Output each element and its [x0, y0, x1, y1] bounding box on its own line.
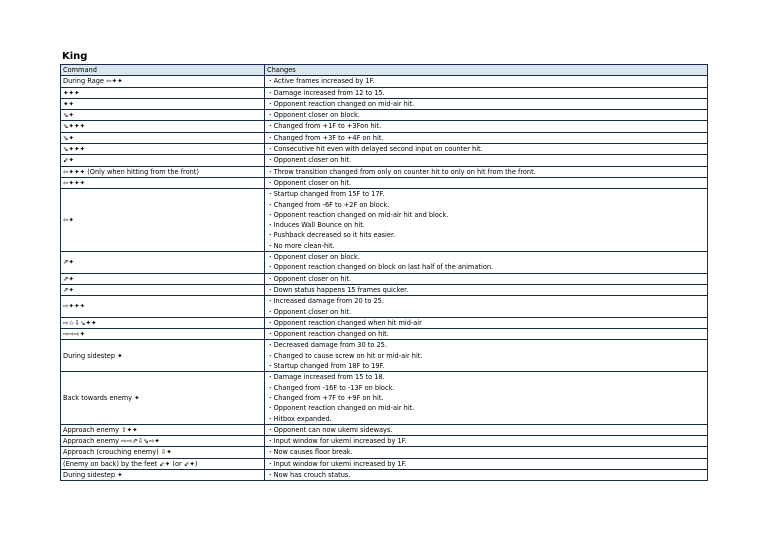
- change-line: ・Changed from -16F to -13F on block.: [267, 383, 395, 392]
- table-row: [61, 110, 708, 121]
- change-line: ・Active frames increased by 1F.: [267, 77, 375, 86]
- table-row: [61, 469, 708, 480]
- change-line: ・Opponent reaction changed on hit.: [267, 330, 389, 339]
- table-body: [61, 76, 708, 481]
- change-line: ・Opponent reaction changed on mid-air hit.: [267, 404, 415, 413]
- change-line: ・Changed to cause screw on hit or mid-air hit.: [267, 351, 423, 360]
- table-row: [61, 372, 708, 424]
- change-line: ・Changed from -6F to +2F on block.: [267, 200, 390, 209]
- change-line: ・Opponent reaction changed on mid-air hit and block.: [267, 210, 449, 219]
- table-row: [61, 132, 708, 143]
- command-cell: [61, 144, 265, 155]
- table-row: [61, 284, 708, 295]
- table-row: [61, 87, 708, 98]
- change-line: ・No more clean-hit.: [267, 241, 335, 250]
- command-cell: [61, 317, 265, 328]
- changes-cell: [265, 424, 708, 435]
- command-text: Approach enemy ⇨⇨⇗⇩⇘⇨✦: [63, 437, 160, 446]
- changes-cell: [265, 340, 708, 372]
- change-line: ・Throw transition changed from only on counter hit to only on hit from the front.: [267, 167, 536, 176]
- change-line: ・Increased damage from 20 to 25.: [267, 297, 384, 306]
- command-cell: [61, 372, 265, 424]
- command-text: ⇘✦✦✦: [63, 122, 86, 131]
- change-line: ・Opponent reaction changed when hit mid-air: [267, 318, 422, 327]
- command-cell: [61, 155, 265, 166]
- changes-table: [60, 64, 708, 481]
- changes-cell: [265, 144, 708, 155]
- command-text: ⇦✦: [63, 216, 75, 224]
- command-cell: [61, 98, 265, 109]
- change-line: ・Decreased damage from 30 to 25.: [267, 341, 387, 350]
- command-cell: [61, 340, 265, 372]
- changes-cell: [265, 436, 708, 447]
- command-text: Approach (crouching enemy) ⇩✦: [63, 448, 172, 457]
- changes-cell: [265, 329, 708, 340]
- command-text: ⇨⇨⇨✦: [63, 330, 86, 339]
- command-cell: [61, 110, 265, 121]
- change-line: ・Opponent closer on hit.: [267, 156, 352, 165]
- command-text: ⇘✦✦✦: [63, 145, 86, 154]
- table-row: [61, 98, 708, 109]
- change-line: ・Startup changed from 15F to 17F.: [267, 190, 385, 199]
- changes-cell: [265, 372, 708, 424]
- changes-cell: [265, 110, 708, 121]
- changes-cell: [265, 121, 708, 132]
- command-text: ⇦✦✦✦: [63, 178, 86, 187]
- change-line: ・Opponent closer on block.: [267, 111, 360, 120]
- change-line: ・Startup changed from 18F to 19F.: [267, 362, 385, 371]
- changes-cell: [265, 296, 708, 318]
- table-row: [61, 447, 708, 458]
- command-text: ⇗✦: [63, 285, 75, 294]
- command-text: ✦✦: [63, 99, 75, 108]
- change-line: ・Now causes floor break.: [267, 448, 353, 457]
- change-line: ・Opponent reaction changed on mid-air hit.: [267, 99, 415, 108]
- table-row: [61, 144, 708, 155]
- command-cell: [61, 76, 265, 87]
- table-row: [61, 296, 708, 318]
- command-cell: [61, 296, 265, 318]
- command-text: ✦✦✦: [63, 88, 80, 97]
- table-row: [61, 121, 708, 132]
- command-text: (Enemy on back) by the feet ⇙✦ (or ⇙✦): [63, 459, 198, 468]
- changes-cell: [265, 273, 708, 284]
- changes-cell: [265, 458, 708, 469]
- change-line: ・Changed from +1F to +3Fon hit.: [267, 122, 382, 131]
- table-row: [61, 317, 708, 328]
- changes-cell: [265, 98, 708, 109]
- changes-cell: [265, 177, 708, 188]
- table-row: [61, 76, 708, 87]
- table-row: [61, 166, 708, 177]
- command-cell: [61, 424, 265, 435]
- table-row: [61, 329, 708, 340]
- change-line: ・Opponent can now ukemi sideways.: [267, 425, 393, 434]
- change-line: ・Input window for ukemi increased by 1F.: [267, 459, 407, 468]
- changes-cell: [265, 469, 708, 480]
- command-cell: [61, 189, 265, 252]
- change-line: ・Changed from +3F to +4F on hit.: [267, 133, 384, 142]
- changes-cell: [265, 166, 708, 177]
- page-title: King: [62, 51, 88, 62]
- change-line: ・Changed from +7F to +9F on hit.: [267, 393, 384, 402]
- command-cell: [61, 329, 265, 340]
- change-line: ・Pushback decreased so it hits easier.: [267, 231, 396, 240]
- change-line: ・Hitbox expanded.: [267, 414, 332, 423]
- table-row: [61, 340, 708, 372]
- change-line: ・Down status happens 15 frames quicker.: [267, 285, 409, 294]
- changes-cell: [265, 155, 708, 166]
- table-row: [61, 273, 708, 284]
- change-line: ・Opponent reaction changed on block on last half of the animation.: [267, 263, 494, 272]
- command-text: ⇦✦✦✦ (Only when hitting from the front): [63, 167, 199, 176]
- changes-cell: [265, 189, 708, 252]
- command-text: ⇙✦: [63, 156, 75, 165]
- command-cell: [61, 121, 265, 132]
- command-cell: [61, 469, 265, 480]
- table-row: [61, 177, 708, 188]
- table-row: [61, 252, 708, 274]
- command-text: ⇗✦: [63, 274, 75, 283]
- change-line: ・Opponent closer on hit.: [267, 307, 352, 316]
- changes-cell: [265, 87, 708, 98]
- change-line: ・Induces Wall Bounce on hit.: [267, 221, 365, 230]
- command-text: ⇘✦: [63, 111, 75, 120]
- command-text: ⇨☆⇩↘✦✦: [63, 318, 97, 327]
- command-cell: [61, 177, 265, 188]
- command-cell: [61, 87, 265, 98]
- change-line: ・Damage increased from 12 to 15.: [267, 88, 385, 97]
- change-line: ・Opponent closer on block.: [267, 253, 360, 262]
- change-line: ・Damage increased from 15 to 18.: [267, 373, 385, 382]
- header-changes: Changes: [265, 65, 708, 76]
- command-text: During sidestep ✦: [63, 351, 123, 360]
- command-cell: [61, 447, 265, 458]
- command-text: ⇨✦✦✦: [63, 302, 86, 311]
- command-cell: [61, 458, 265, 469]
- command-text: During sidestep ✦: [63, 470, 123, 479]
- header-command: Command: [61, 65, 265, 76]
- command-cell: [61, 166, 265, 177]
- command-cell: [61, 284, 265, 295]
- table-header-row: [61, 65, 708, 76]
- command-text: Back towards enemy ✦: [63, 393, 140, 402]
- change-line: ・Opponent closer on hit.: [267, 274, 352, 283]
- change-line: ・Now has crouch status.: [267, 470, 351, 479]
- table-row: [61, 189, 708, 252]
- changes-cell: [265, 447, 708, 458]
- command-cell: [61, 436, 265, 447]
- table-row: [61, 424, 708, 435]
- table-row: [61, 436, 708, 447]
- command-text: ⇘✦: [63, 133, 75, 142]
- changes-cell: [265, 284, 708, 295]
- changes-cell: [265, 317, 708, 328]
- change-line: ・Opponent closer on hit.: [267, 178, 352, 187]
- change-line: ・Consecutive hit even with delayed second input on counter hit.: [267, 145, 483, 154]
- changes-cell: [265, 252, 708, 274]
- command-cell: [61, 132, 265, 143]
- table-row: [61, 458, 708, 469]
- command-text: ⇗✦: [63, 258, 75, 267]
- changes-cell: [265, 132, 708, 143]
- command-text: During Rage ⇦✦✦: [63, 77, 123, 86]
- changes-cell: [265, 76, 708, 87]
- command-cell: [61, 252, 265, 274]
- command-text: Approach enemy ⇧✦✦: [63, 425, 138, 434]
- change-line: ・Input window for ukemi increased by 1F.: [267, 437, 407, 446]
- command-cell: [61, 273, 265, 284]
- table-row: [61, 155, 708, 166]
